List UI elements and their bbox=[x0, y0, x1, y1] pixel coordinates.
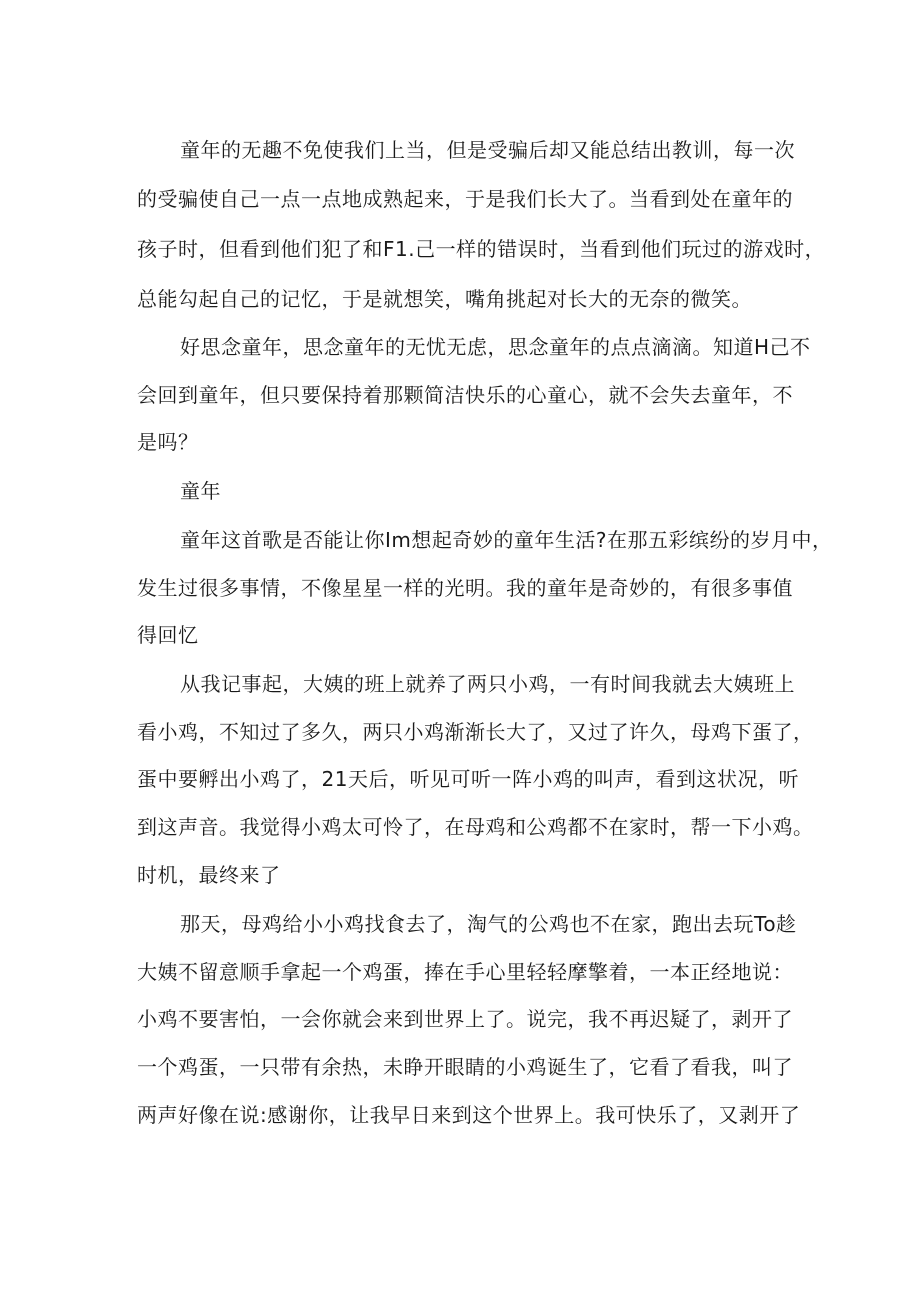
text-line: 从我记事起，大姨的班上就养了两只小鸡，一有时间我就去大姨班上 bbox=[180, 672, 795, 696]
text-line: 时机，最终来了 bbox=[137, 863, 281, 887]
text-line: 的受骗使自己一点一点地成熟起来，于是我们长大了。当看到处在童年的 bbox=[137, 187, 793, 211]
text-line: 发生过很多事情，不像星星一样的光明。我的童年是奇妙的，有很多事值 bbox=[137, 576, 793, 600]
text-line: 到这声音。我觉得小鸡太可怜了，在母鸡和公鸡都不在家时，帮一下小鸡。 bbox=[137, 815, 814, 839]
text-line: 会回到童年，但只要保持着那颗简洁快乐的心童心，就不会失去童年，不 bbox=[137, 383, 793, 407]
text-line: 大姨不留意顺手拿起一个鸡蛋，捧在手心里轻轻摩擎着，一本正经地说： bbox=[137, 960, 793, 984]
text-line: 总能勾起自己的记忆，于是就想笑，嘴角挑起对长大的无奈的微笑。 bbox=[137, 287, 752, 311]
text-line: 童年的无趣不免使我们上当，但是受骗后却又能总结出教训，每一次 bbox=[180, 138, 795, 162]
text-line: 小鸡不要害怕，一会你就会来到世界上了。说完，我不再迟疑了，剥开了 bbox=[137, 1007, 793, 1031]
text-line: 两声好像在说:感谢你，让我早日来到这个世界上。我可快乐了，又剥开了 bbox=[137, 1103, 801, 1127]
section-title: 童年 bbox=[180, 479, 221, 503]
text-line: 孩子时，但看到他们犯了和F1.己一样的错误时，当看到他们玩过的游戏时， bbox=[137, 237, 826, 261]
text-line: 蛋中要孵出小鸡了，21天后，听见可听一阵小鸡的叫声，看到这状况，听 bbox=[137, 767, 799, 791]
text-line: 童年这首歌是否能让你Im想起奇妙的童年生活?在那五彩缤纷的岁月中， bbox=[180, 528, 833, 552]
text-line: 是吗？ bbox=[137, 430, 199, 454]
text-line: 得回忆 bbox=[137, 623, 199, 647]
text-line: 一个鸡蛋，一只带有余热，未睁开眼睛的小鸡诞生了，它看了看我，叫了 bbox=[137, 1055, 793, 1079]
text-line: 看小鸡，不知过了多久，两只小鸡渐渐长大了，又过了许久，母鸡下蛋了， bbox=[137, 720, 814, 744]
text-line: 好思念童年，思念童年的无忧无虑，思念童年的点点滴滴。知道H己不 bbox=[180, 335, 811, 359]
text-line: 那天，母鸡给小小鸡找食去了，淘气的公鸡也不在家，跑出去玩To趁 bbox=[180, 912, 797, 936]
